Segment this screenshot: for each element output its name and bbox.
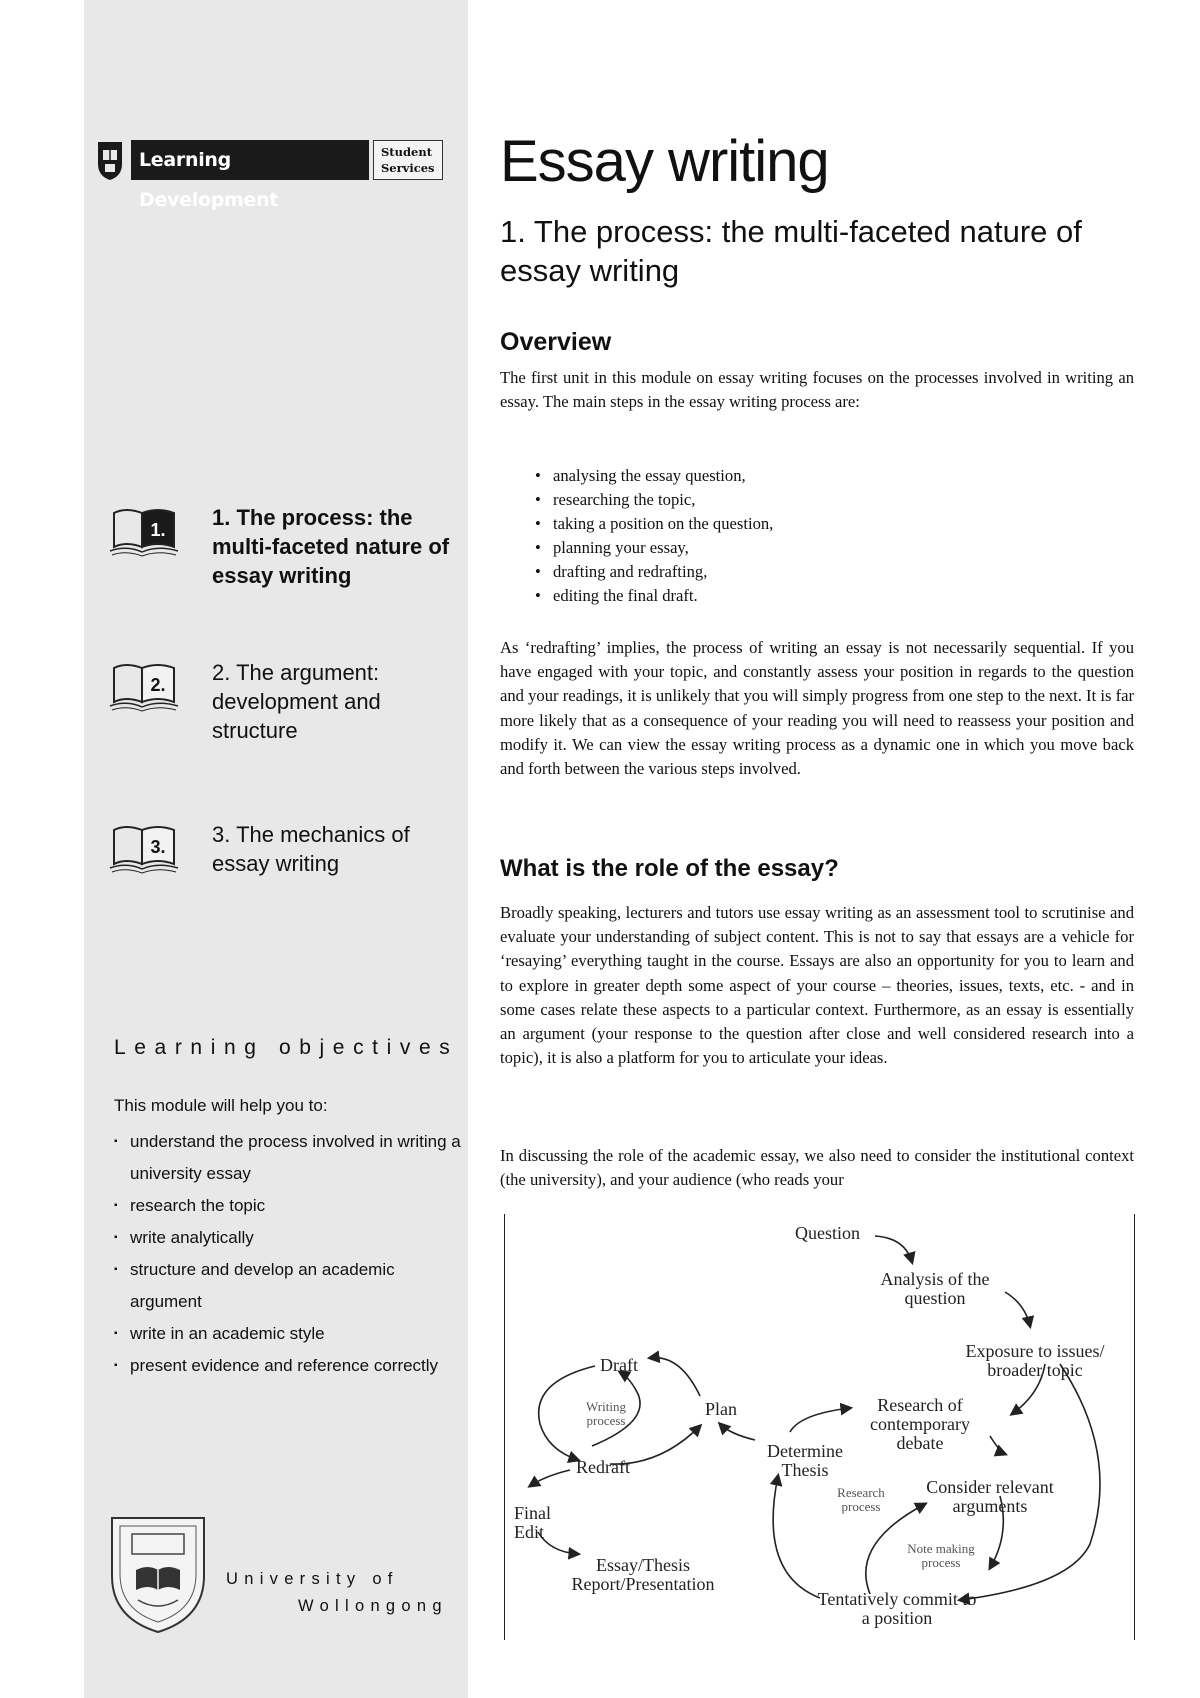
unit-1-number: 1. [150,520,166,540]
unit-2-title: 2. The argument: development and structure [212,660,381,743]
university-crest-icon [106,1512,210,1636]
book-icon [108,658,188,716]
diagram-label-question: Question [795,1223,860,1243]
diagram-label-final-edit: Final Edit [514,1503,552,1542]
essay-process-diagram [500,1214,1140,1640]
list-item: • planning your essay, [535,536,773,560]
list-item: • drafting and redrafting, [535,560,773,584]
list-item: • researching the topic, [535,488,773,512]
overview-heading: Overview [500,328,612,356]
list-item: ▪ write in an academic style [114,1318,464,1350]
logo-badge-line2: Services [381,161,435,175]
diagram-label-research-debate: Research of contemporary debate [870,1395,970,1453]
unit-1-title: 1. The process: the multi-faceted nature of essay writing [212,505,450,588]
diagram-label-draft: Draft [600,1355,638,1375]
context-paragraph: In discussing the role of the academic essay, we also need to consider the institutional context (the university), and your audience (who reads your [500,1146,1134,1190]
list-item: ▪ write analytically [114,1222,464,1254]
list-item: ▪ structure and develop an academic argument [114,1254,464,1318]
process-steps-list [535,464,773,608]
redrafting-paragraph: As ‘redrafting’ implies, the process of writing an essay is not necessarily sequential. If you have engaged with your topic, and constantly assess your position in regards to the question and your readings, it is unlikely that you will simply progress from one step to the next. It is far more likely that as a consequence of your reading you will need to reassess your position and modify it. We can view the essay writing process as a dynamic one in which you move back and forth between the various steps involved. [500,638,1134,779]
objectives-title: Learning objectives [114,1036,459,1059]
logo-badge-line1: Student [381,145,433,159]
diagram-label-plan: Plan [705,1399,738,1419]
overview-paragraph: The first unit in this module on essay writing focuses on the processes involved in writing an essay. The main steps in the essay writing process are: [500,368,1134,412]
role-heading: What is the role of the essay? [500,855,839,882]
book-icon [108,503,188,561]
list-item: • editing the final draft. [535,584,773,608]
diagram-label-analysis: Analysis of the question [880,1269,990,1308]
list-item: • taking a position on the question, [535,512,773,536]
page-subtitle: 1. The process: the multi-faceted nature of essay writing [500,214,1082,288]
page-title: Essay writing [500,129,829,194]
diagram-label-commit-position: Tentatively commit to a position [817,1589,977,1628]
unit-3-title: 3. The mechanics of essay writing [212,822,410,876]
book-icon [108,820,188,878]
list-item: ▪ research the topic [114,1190,464,1222]
list-item: ▪ present evidence and reference correctly [114,1350,464,1382]
unit-2-number: 2. [150,675,166,695]
objectives-list [114,1126,464,1382]
role-paragraph: Broadly speaking, lecturers and tutors use essay writing as an assessment tool to scrutinise and evaluate your understanding of subject content. This is not to say that essays are a vehicle for ‘resaying’ everything taught in the course. Essays are also an opportunity for you to learn and to explore in greater depth some aspect of your course – theories, issues, texts, etc. - and in some cases relate these aspects to a particular context. Furthermore, as an essay is essentially an argument (your response to the question after close and well considered research into a topic), it is also a platform for you to articulate your ideas. [500,903,1134,1068]
logo-badge [373,140,443,180]
list-item: • analysing the essay question, [535,464,773,488]
logo-brand-text: Learning Development [131,140,369,180]
crest-icon [95,138,125,182]
diagram-label-essay-report: Essay/Thesis Report/Presentation [571,1555,715,1594]
university-name-line2: Wollongong [298,1597,448,1615]
university-name-line1: University of [226,1570,399,1588]
learning-development-logo [95,138,447,211]
diagram-label-redraft: Redraft [576,1457,630,1477]
objectives-intro: This module will help you to: [114,1096,328,1115]
unit-3-number: 3. [150,837,166,857]
list-item: ▪ understand the process involved in writing a university essay [114,1126,464,1190]
diagram-label-consider-arguments: Consider relevant arguments [926,1477,1054,1516]
diagram-label-determine-thesis: Determine Thesis [767,1441,843,1480]
diagram-label-research-process: Research process [837,1485,885,1514]
diagram-label-note-making: Note making process [907,1541,975,1570]
diagram-label-writing-process: Writing process [586,1399,626,1428]
diagram-label-exposure: Exposure to issues/ broader topic [965,1341,1105,1380]
